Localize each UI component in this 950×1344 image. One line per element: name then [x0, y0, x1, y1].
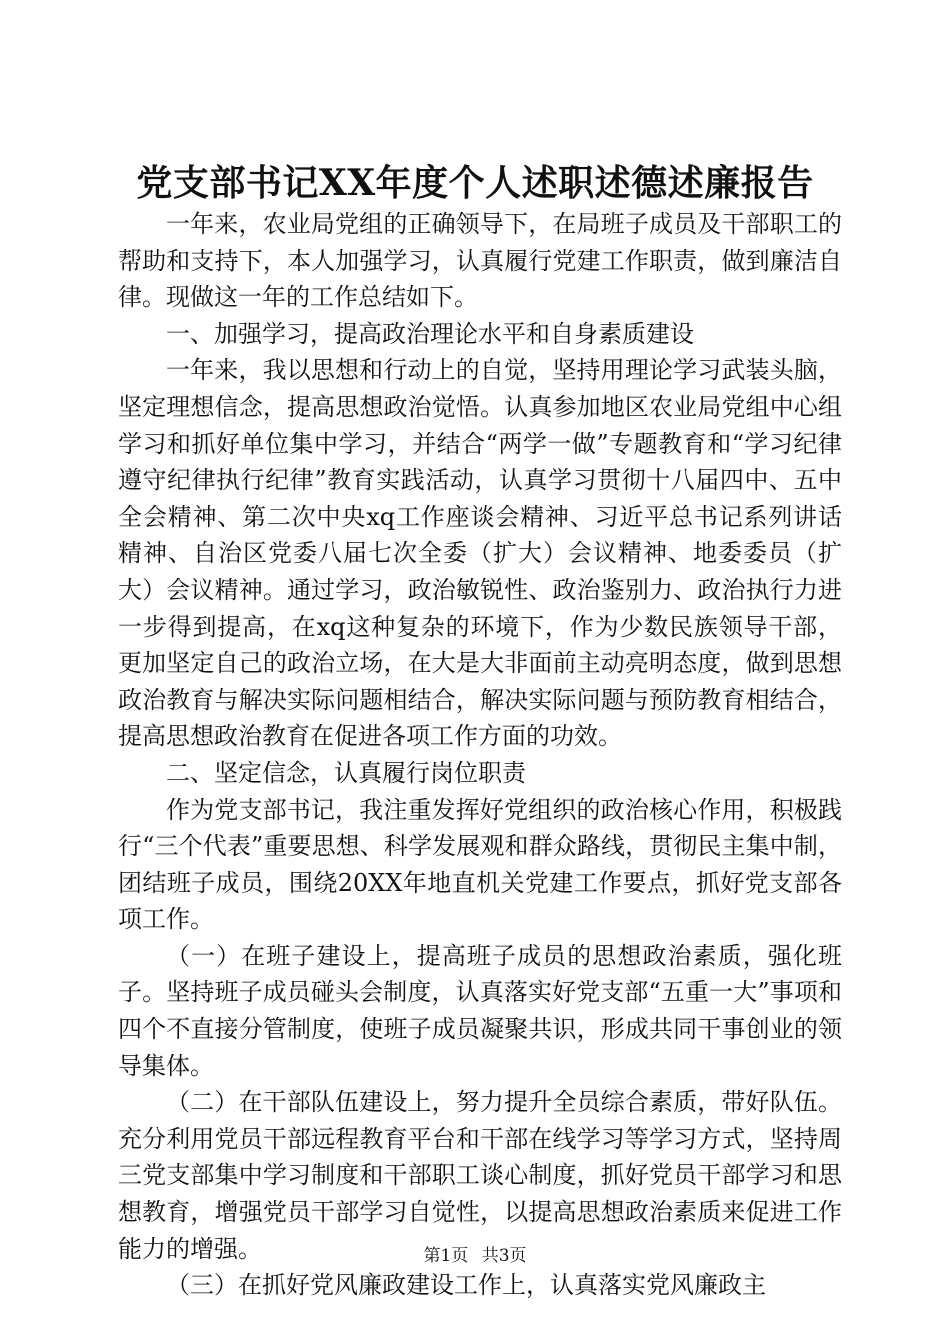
page-number: 第1页	[423, 1246, 469, 1266]
paragraph-study: 一年来，我以思想和行动上的自觉，坚持用理论学习武装头脑，坚定理想信念，提高思想政治觉悟。认真参加地区农业局党组中心组学习和抓好单位集中学习，并结合“两学一做”专题教育和“学习纪律遵守纪律执行纪律”教育实践活动，认真学习贯彻十八届四中、五中全会精神、第二次中央xq工作座谈会精神、习近平总书记系列讲话精神、自治区党委八届七次全委（扩大）会议精神、地委委员（扩大）会议精神。通过学习，政治敏锐性、政治鉴别力、政治执行力进一步得到提高，在xq这种复杂的环境下，作为少数民族领导干部，更加坚定自己的政治立场，在大是大非面前主动亮明态度，做到思想政治教育与解决实际问题相结合，解决实际问题与预防教育相结合，提高思想政治教育在促进各项工作方面的功效。	[118, 356, 842, 751]
paragraph-duties: 作为党支部书记，我注重发挥好党组织的政治核心作用，积极践行“三个代表”重要思想、科学发展观和群众路线，贯彻民主集中制，团结班子成员，围绕20XX年地直机关党建工作要点，抓好党支部各项工作。	[118, 795, 842, 934]
paragraph-integrity: （三）在抓好党风廉政建设工作上，认真落实党风廉政主	[166, 1271, 766, 1300]
paragraph-cadre-building: （二）在干部队伍建设上，努力提升全员综合素质，带好队伍。充分利用党员干部远程教育平台和干部在线学习等学习方式，坚持周三党支部集中学习制度和干部职工谈心制度，抓好党员干部学习和思想教育，增强党员干部学习自觉性，以提高思想政治素质来促进工作能力的增强。	[118, 1088, 842, 1263]
paragraph-team-building: （一）在班子建设上，提高班子成员的思想政治素质，强化班子。坚持班子成员碰头会制度，认真落实好党支部“五重一大”事项和四个不直接分管制度，使班子成员凝聚共识，形成共同干事创业的领导集体。	[118, 941, 842, 1080]
section-heading-2: 二、坚定信念，认真履行岗位职责	[166, 758, 526, 787]
page-footer	[0, 1244, 950, 1268]
document-title: 党支部书记XX年度个人述职述德述廉报告	[136, 162, 814, 204]
paragraph-intro: 一年来，农业局党组的正确领导下，在局班子成员及干部职工的帮助和支持下，本人加强学习，认真履行党建工作职责，做到廉洁自律。现做这一年的工作总结如下。	[118, 210, 842, 312]
section-heading-1: 一、加强学习，提高政治理论水平和自身素质建设	[166, 319, 694, 348]
page-total: 共3页	[481, 1246, 527, 1266]
document-body	[118, 206, 842, 1304]
